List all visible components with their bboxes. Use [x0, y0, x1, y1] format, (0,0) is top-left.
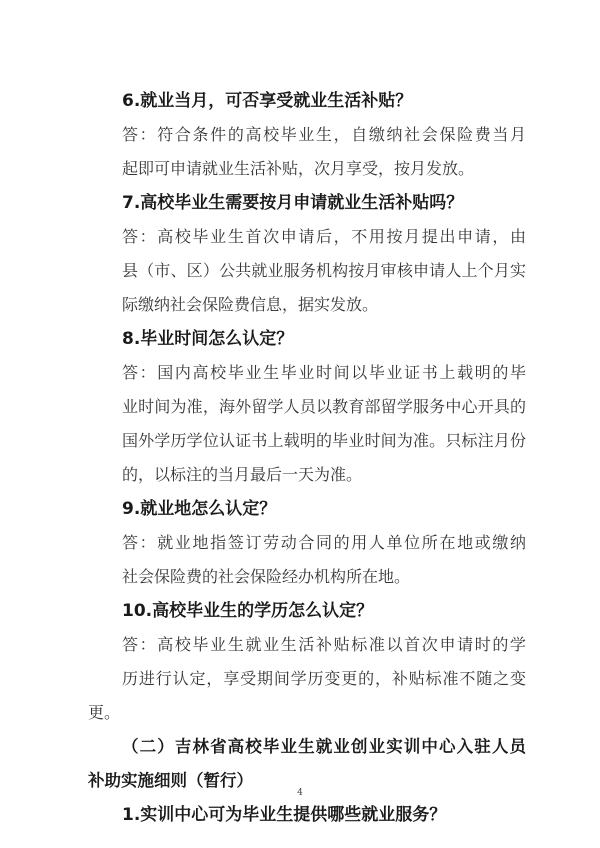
question-6-title: 6.就业当月，可否享受就业生活补贴？: [122, 91, 413, 111]
answer-line: 社会保险费的社会保险经办机构所在地。: [122, 567, 411, 586]
answer-line: 起即可申请就业生活补贴，次月享受，按月发放。: [122, 159, 475, 178]
answer-line: 历进行认定，享受期间学历变更的，补贴标准不随之变更。: [88, 669, 526, 722]
answer-line: 答：就业地指签订劳动合同的用人单位所在地或缴纳: [122, 533, 526, 552]
answer-line: 答：国内高校毕业生毕业时间以毕业证书上载明的毕: [122, 363, 526, 382]
question-7-answer: [88, 220, 526, 322]
question-9-answer: [88, 526, 526, 594]
answer-line: 县（市、区）公共就业服务机构按月审核申请人上个月实: [122, 261, 526, 280]
question-7-title: 7.高校毕业生需要按月申请就业生活补贴吗？: [122, 193, 464, 213]
question-8-title: 8.毕业时间怎么认定？: [122, 329, 294, 349]
answer-line: 答：高校毕业生首次申请后，不用按月提出申请，由: [122, 227, 526, 246]
answer-line: 答：符合条件的高校毕业生，自缴纳社会保险费当月: [122, 125, 526, 144]
answer-line: 业时间为准，海外留学人员以教育部留学服务中心开具的: [122, 397, 526, 416]
question-10-answer: [88, 628, 526, 730]
answer-line: 答：高校毕业生就业生活补贴标准以首次申请时的学: [122, 635, 526, 654]
page-number: 4: [297, 788, 303, 798]
question-6-answer: [88, 118, 526, 186]
section-heading-line: 补助实施细则（暂行）: [88, 771, 253, 790]
question-8-answer: [88, 356, 526, 492]
answer-line: 的，以标注的当月最后一天为准。: [122, 465, 363, 484]
section-2-question-1-title: 1.实训中心可为毕业生提供哪些就业服务？: [122, 805, 447, 825]
answer-line: 际缴纳社会保险费信息，据实发放。: [122, 295, 379, 314]
section-heading-line: （二）吉林省高校毕业生就业创业实训中心入驻人员: [122, 737, 526, 756]
question-10-title: 10.高校毕业生的学历怎么认定？: [122, 601, 374, 621]
answer-line: 国外学历学位认证书上载明的毕业时间为准。只标注月份: [122, 431, 526, 450]
page-content: [88, 84, 526, 832]
question-9-title: 9.就业地怎么认定？: [122, 499, 277, 519]
